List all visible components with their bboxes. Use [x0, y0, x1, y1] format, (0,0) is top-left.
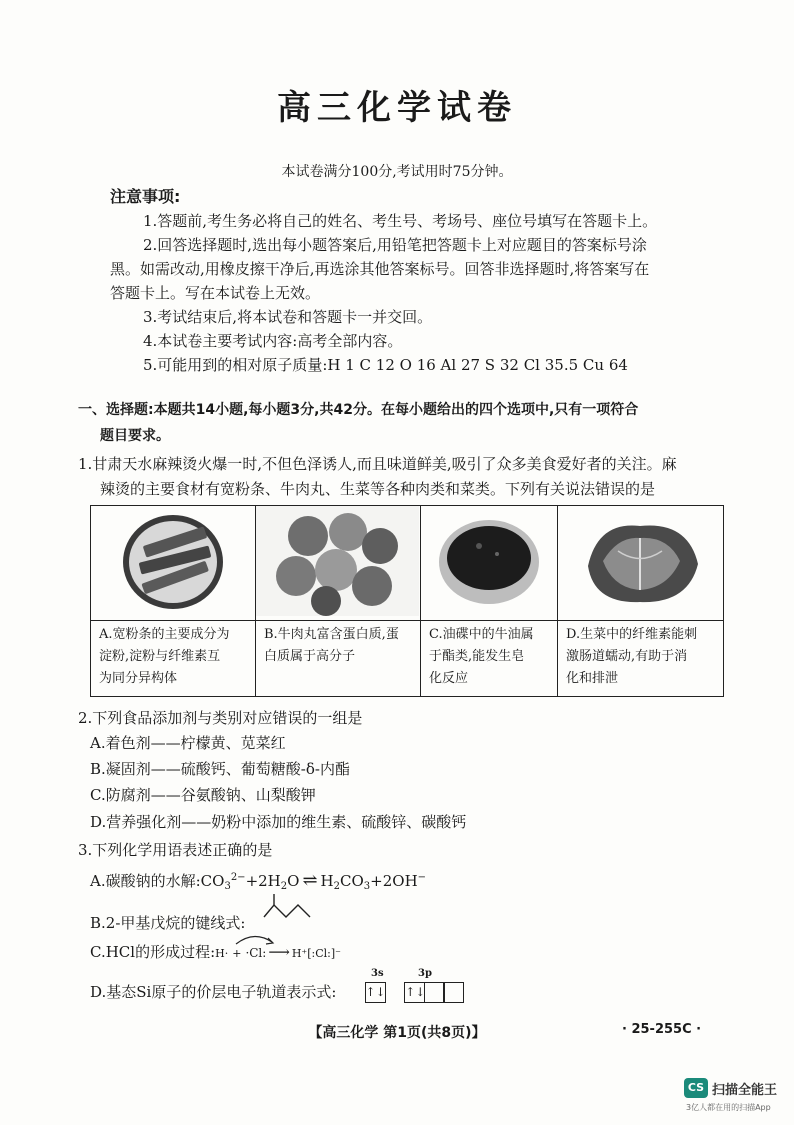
orbital-box-3s: ↑↓ [365, 982, 386, 1003]
note-item: 5.可能用到的相对原子质量:H 1 C 12 O 16 Al 27 S 32 Cl 35.5 Cu 64 [143, 356, 628, 374]
option-d-image [558, 506, 724, 621]
electron-transfer-arrow-icon [232, 932, 280, 946]
equilibrium-arrow: ⇌ [302, 870, 318, 891]
orbital-box-3p: ↑↓ [404, 982, 425, 1003]
question-1-stem: 1.甘肃天水麻辣烫火爆一时,不但色泽诱人,而且味道鲜美,吸引了众多美食爱好者的关注。麻 [78, 455, 677, 473]
scanner-tagline: 3亿人都在用的扫描App [686, 1103, 771, 1112]
wide-noodles-image [91, 506, 254, 616]
option-b-image [256, 506, 421, 621]
question-1-stem-cont: 辣烫的主要食材有宽粉条、牛肉丸、生菜等各种肉类和菜类。下列有关说法错误的是 [100, 480, 656, 498]
question-1-options-table [90, 505, 724, 697]
reaction-arrow: ⟶ [268, 943, 290, 961]
page-footer: 【高三化学 第1页(共8页)】 [308, 1025, 486, 1041]
option-d-text: D.生菜中的纤维素能刺 激肠道蠕动,有助于消 化和排泄 [558, 621, 724, 697]
scanner-logo: CS [684, 1078, 708, 1098]
question-3-stem: 3.下列化学用语表述正确的是 [78, 841, 273, 859]
page-code: · 25-255C · [622, 1022, 702, 1037]
section-heading-cont: 题目要求。 [100, 428, 170, 444]
section-heading: 一、选择题:本题共14小题,每小题3分,共42分。在每小题给出的四个选项中,只有一项符合 [78, 402, 639, 418]
page-title: 高三化学试卷 [277, 88, 517, 128]
question-2-option: B.凝固剂——硫酸钙、葡萄糖酸-δ-内酯 [90, 760, 350, 778]
skeletal-formula-drawing [262, 893, 312, 925]
question-3-option-b: B.2-甲基戊烷的键线式: [90, 914, 246, 932]
option-a-text: A.宽粉条的主要成分为 淀粉,淀粉与纤维素互 为同分异构体 [91, 621, 256, 697]
question-2-stem: 2.下列食品添加剂与类别对应错误的一组是 [78, 709, 363, 727]
question-3-option-a: A.碳酸钠的水解$:CO_3^{2-}+2H_2O$ ⇌ $H_2CO_3+2OH^-$ [90, 870, 427, 892]
lettuce-image [558, 506, 722, 616]
option-b-text: B.牛肉丸富含蛋白质,蛋 白质属于高分子 [256, 621, 421, 697]
question-2-option: A.着色剂——柠檬黄、苋菜红 [90, 734, 286, 752]
question-3-option-c: C.HCl的形成过程:H· + ·Cl: ⟶ H⁺[:Cl:]⁻ [90, 943, 341, 961]
note-item: 答题卡上。写在本试卷上无效。 [110, 284, 321, 302]
exam-info: 本试卷满分100分,考试用时75分钟。 [281, 164, 513, 180]
question-2-option: C.防腐剂——谷氨酸钠、山梨酸钾 [90, 786, 316, 804]
beef-balls-image [256, 506, 419, 616]
orbital-box-3p [443, 982, 464, 1003]
note-item: 3.考试结束后,将本试卷和答题卡一并交回。 [143, 308, 433, 326]
scanner-app-name: 扫描全能王 [712, 1083, 778, 1098]
question-2-option: D.营养强化剂——奶粉中添加的维生素、硫酸锌、碳酸钙 [90, 813, 467, 831]
option-c-text: C.油碟中的牛油属 于酯类,能发生皂 化反应 [421, 621, 558, 697]
note-item: 1.答题前,考生务必将自己的姓名、考生号、考场号、座位号填写在答题卡上。 [143, 212, 658, 230]
note-item: 4.本试卷主要考试内容:高考全部内容。 [143, 332, 403, 350]
note-item: 黑。如需改动,用橡皮擦干净后,再选涂其他答案标号。回答非选择题时,将答案写在 [110, 260, 650, 278]
option-a-image [91, 506, 256, 621]
orbital-box-3p [424, 982, 445, 1003]
question-3-option-d: D.基态Si原子的价层电子轨道表示式: [90, 983, 337, 1001]
oil-dip-image [421, 506, 556, 616]
note-item: 2.回答选择题时,选出每小题答案后,用铅笔把答题卡上对应题目的答案标号涂 [143, 236, 647, 254]
option-c-image [421, 506, 558, 621]
notes-heading: 注意事项: [110, 187, 181, 206]
